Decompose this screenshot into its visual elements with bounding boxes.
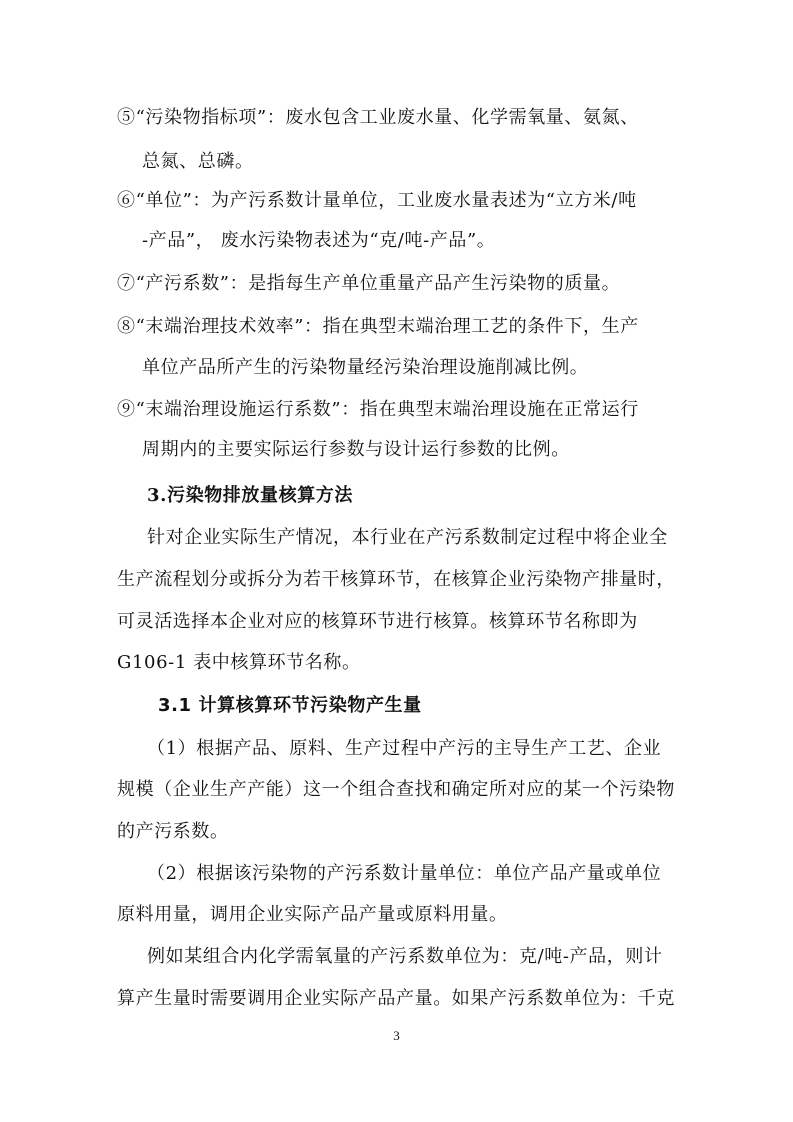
section-3-heading: 3.污染物排放量核算方法 bbox=[147, 485, 353, 506]
item-6-line-1: ⑥“单位”：为产污系数计量单位，工业废水量表述为“立方米/吨 bbox=[117, 190, 637, 211]
section-3-line-2: 生产流程划分或拆分为若干核算环节，在核算企业污染物产排量时， bbox=[117, 569, 675, 590]
item-5-line-1: ⑤“污染物指标项”：废水包含工业废水量、化学需氧量、氨氮、 bbox=[117, 107, 639, 128]
para-1-line-3: 的产污系数。 bbox=[117, 821, 229, 842]
section-3-line-1: 针对企业实际生产情况，本行业在产污系数制定过程中将企业全 bbox=[147, 527, 668, 548]
para-3-line-2: 算产生量时需要调用企业实际产品产量。如果产污系数单位为：千克 bbox=[117, 988, 675, 1009]
section-3-1-heading: 3.1 计算核算环节污染物产生量 bbox=[158, 695, 422, 716]
item-6-line-2: -产品”， 废水污染物表述为“克/吨-产品”。 bbox=[142, 230, 496, 251]
item-7-line-1: ⑦“产污系数”：是指每生产单位重量产品产生污染物的质量。 bbox=[117, 273, 621, 294]
item-5-line-2: 总氮、总磷。 bbox=[142, 151, 254, 172]
section-3-line-3: 可灵活选择本企业对应的核算环节进行核算。核算环节名称即为 bbox=[117, 611, 638, 632]
page-number: 3 bbox=[393, 1028, 400, 1043]
item-8-line-2: 单位产品所产生的污染物量经污染治理设施削减比例。 bbox=[142, 357, 589, 378]
item-9-line-1: ⑨“末端治理设施运行系数”：指在典型末端治理设施在正常运行 bbox=[117, 399, 639, 420]
para-3-line-1: 例如某组合内化学需氧量的产污系数单位为：克/吨-产品，则计 bbox=[147, 946, 663, 967]
para-2-line-2: 原料用量，调用企业实际产品产量或原料用量。 bbox=[117, 904, 508, 925]
item-9-line-2: 周期内的主要实际运行参数与设计运行参数的比例。 bbox=[142, 439, 570, 460]
section-3-line-4: G106-1 表中核算环节名称。 bbox=[117, 652, 361, 673]
para-1-line-1: （1）根据产品、原料、生产过程中产污的主导生产工艺、企业 bbox=[147, 738, 662, 759]
para-1-line-2: 规模（企业生产产能）这一个组合查找和确定所对应的某一个污染物 bbox=[117, 779, 675, 800]
item-8-line-1: ⑧“末端治理技术效率”：指在典型末端治理工艺的条件下，生产 bbox=[117, 316, 639, 337]
para-2-line-1: （2）根据该污染物的产污系数计量单位：单位产品产量或单位 bbox=[147, 863, 662, 884]
